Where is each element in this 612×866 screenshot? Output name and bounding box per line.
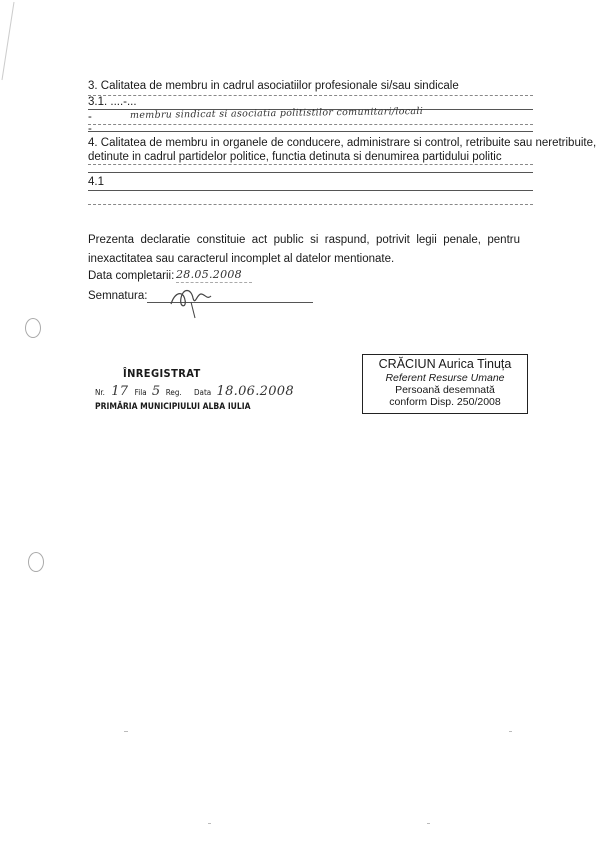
signature-label: Semnatura: bbox=[88, 290, 148, 302]
designation-stamp bbox=[362, 354, 528, 414]
section-3-1-label: 3.1. ....-... bbox=[88, 96, 137, 108]
handwritten-signature bbox=[165, 282, 215, 322]
declaration-line2: inexactitatea sau caracterul incomplet al datelor mentionate. bbox=[88, 253, 395, 265]
scan-artifact bbox=[0, 0, 30, 90]
handwritten-membership: membru sindicat si asociatia politistilor comunitari/locali bbox=[129, 105, 424, 122]
registration-stamp-numbers bbox=[95, 384, 294, 399]
divider bbox=[88, 172, 533, 173]
registration-stamp-institution: PRIMĂRIA MUNICIPIULUI ALBA IULIA bbox=[95, 402, 251, 412]
scan-speck bbox=[509, 731, 512, 732]
declaration-line1: Prezenta declaratie constituie act public si raspund, potrivit legii penale, pentru bbox=[88, 234, 520, 246]
section-3-heading: 3. Calitatea de membru in cadrul asociatiilor profesionale si/sau sindicale bbox=[88, 80, 459, 92]
section-4-heading-line1: 4. Calitatea de membru in organele de conducere, administrare si control, retribuite sau neretribuite, bbox=[88, 137, 597, 149]
divider bbox=[88, 95, 533, 96]
nr-value: 17 bbox=[111, 384, 129, 399]
punch-hole bbox=[25, 318, 41, 338]
section-4-1-label: 4.1 bbox=[88, 176, 104, 188]
file-label: Fila bbox=[134, 388, 147, 397]
date-value: 28.05.2008 bbox=[176, 268, 242, 281]
punch-hole bbox=[28, 552, 44, 572]
file-value: 5 bbox=[151, 384, 161, 399]
scan-speck bbox=[124, 731, 128, 732]
nr-label: Nr. bbox=[95, 388, 105, 397]
registration-stamp-title: ÎNREGISTRAT bbox=[123, 367, 201, 380]
designated-person-name: CRĂCIUN Aurica Tinuța bbox=[378, 357, 512, 371]
date-label: Data completarii: bbox=[88, 270, 175, 282]
section-4-heading-line2: detinute in cadrul partidelor politice, functia detinuta si denumirea partidului politic bbox=[88, 151, 502, 163]
divider bbox=[88, 190, 533, 191]
scan-speck bbox=[208, 823, 211, 824]
designated-person-role: Referent Resurse Umane bbox=[385, 372, 505, 384]
divider bbox=[88, 164, 533, 165]
date-stamp-label: Data bbox=[194, 388, 212, 397]
designation-note: Persoană desemnată bbox=[395, 384, 495, 396]
reg-label: Reg. bbox=[165, 388, 182, 397]
designation-reference: conform Disp. 250/2008 bbox=[389, 396, 501, 408]
section-3-bullet: - bbox=[88, 111, 92, 123]
section-3-bullet: - bbox=[88, 123, 92, 135]
divider bbox=[88, 131, 533, 132]
divider bbox=[88, 124, 533, 125]
date-stamp-value: 18.06.2008 bbox=[216, 384, 294, 399]
scan-speck bbox=[427, 823, 430, 824]
divider bbox=[88, 204, 533, 205]
